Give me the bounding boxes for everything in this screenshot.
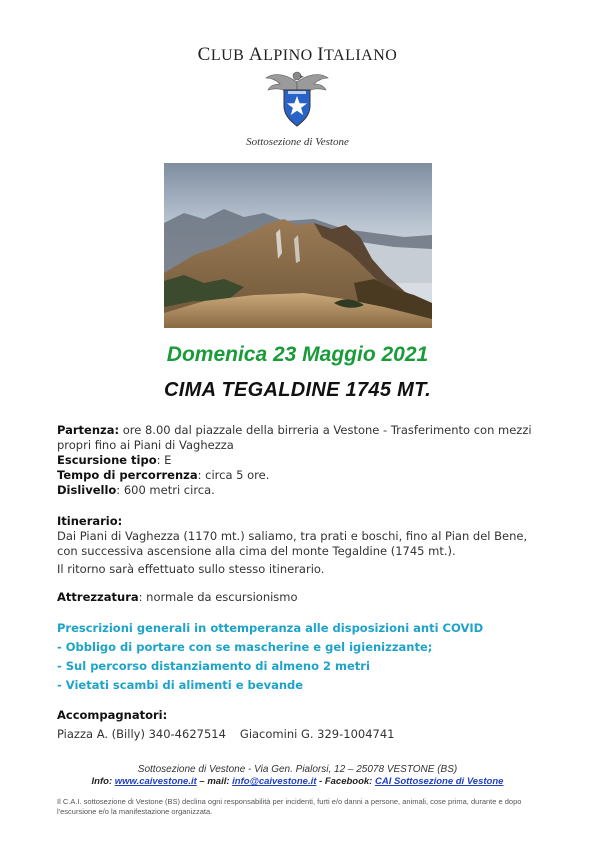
guide-1: Piazza A. (Billy) 340-4627514 — [57, 727, 226, 741]
itinerary-label: Itinerario: — [57, 514, 123, 528]
mountain-photo — [164, 163, 432, 328]
excursion-type-text: : E — [156, 453, 172, 467]
duration-line — [57, 468, 547, 483]
covid-item: - Sul percorso distanziamento di almeno 2 metri — [57, 659, 370, 673]
elevation-text: : 600 metri circa. — [116, 483, 215, 497]
mail-label: – mail: — [196, 776, 233, 787]
guides-line — [57, 727, 547, 742]
event-date: Domenica 23 Maggio 2021 — [166, 343, 429, 366]
departure-text: ore 8.00 dal piazzale della birreria a Vestone - Trasferimento con mezzi propri fino ai Piani di Vaghezza — [57, 423, 532, 452]
cai-eagle-star-logo-icon — [264, 66, 330, 130]
club-word-1: LUB — [210, 47, 249, 64]
covid-item: - Vietati scambi di alimenti e bevande — [57, 678, 304, 692]
duration-label: Tempo di percorrenza — [57, 468, 198, 482]
email-link[interactable]: info@caivestone.it — [232, 776, 317, 787]
facebook-label: - Facebook: — [316, 776, 375, 787]
guide-2: Giacomini G. 329-1004741 — [239, 727, 395, 741]
club-initial-c: C — [197, 44, 211, 65]
excursion-type-line — [57, 453, 547, 468]
section-name: Sottosezione di Vestone — [246, 136, 349, 148]
club-initial-i: I — [317, 44, 325, 65]
itinerary-text: Dai Piani di Vaghezza (1170 mt.) saliamo, tra prati e boschi, fino al Pian del Bene, con successiva ascensione alla cima del monte Tegaldine (1745 mt.). — [57, 529, 528, 558]
excursion-type-label: Escursione tipo — [57, 453, 157, 467]
elevation-label: Dislivello — [57, 483, 117, 497]
event-title: CIMA TEGALDINE 1745 MT. — [164, 379, 431, 401]
footer-contacts — [0, 776, 595, 787]
equipment-text: : normale da escursionismo — [138, 590, 298, 604]
departure-paragraph — [57, 423, 547, 453]
footer-address: Sottosezione di Vestone - Via Gen. Pialorsi, 12 – 25078 VESTONE (BS) — [137, 764, 458, 775]
disclaimer: Il C.A.I. sottosezione di Vestone (BS) declina ogni responsabilità per incidenti, furti e/o danni a persone, animali, cose prima, durante e dopo l'escursione e/o la manifestazione organizzata. — [57, 797, 522, 816]
equipment-line — [57, 590, 547, 605]
covid-heading: Prescrizioni generali in ottemperanza alle disposizioni anti COVID — [57, 621, 484, 635]
club-word-3: TALIANO — [324, 47, 398, 64]
club-word-2: LPINO — [263, 47, 318, 64]
facebook-link[interactable]: CAI Sottosezione di Vestone — [374, 776, 504, 787]
return-text: Il ritorno sarà effettuato sullo stesso itinerario. — [57, 562, 325, 576]
club-initial-a: A — [248, 44, 264, 65]
elevation-line — [57, 483, 547, 498]
guides-label: Accompagnatori: — [57, 708, 168, 722]
info-label: Info: — [91, 776, 115, 787]
equipment-label: Attrezzatura — [57, 590, 139, 604]
club-name — [0, 44, 595, 66]
covid-item: - Obbligo di portare con se mascherine e gel igienizzante; — [57, 640, 433, 654]
website-link[interactable]: www.caivestone.it — [114, 776, 197, 787]
departure-label: Partenza: — [57, 423, 120, 437]
duration-text: : circa 5 ore. — [197, 468, 270, 482]
